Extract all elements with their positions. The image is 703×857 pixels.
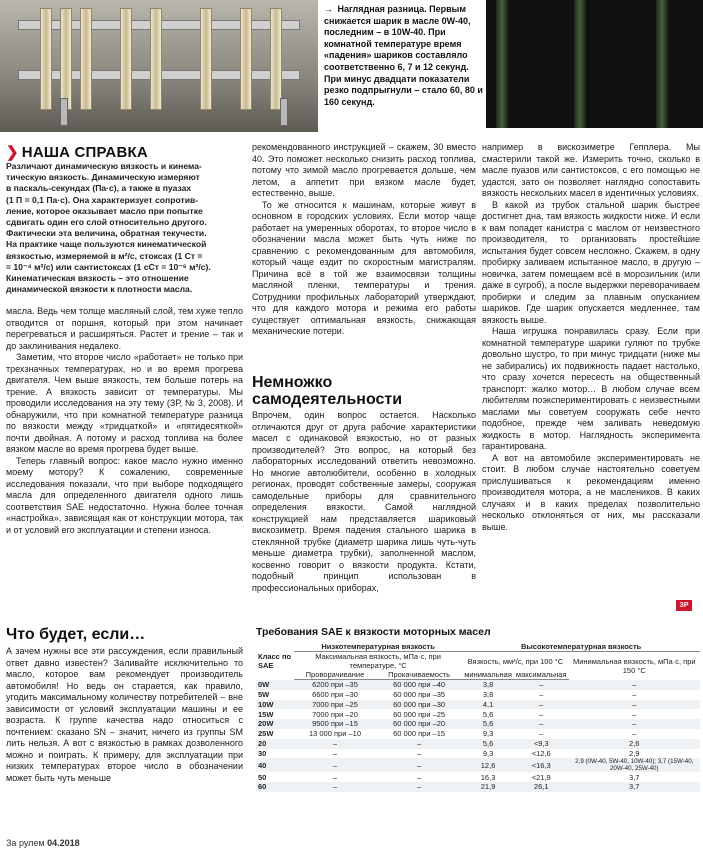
table-cell: – [632,709,637,719]
paragraph: Теперь главный вопрос: какое масло нужно именно моему мотору? К сожалению, современные исследования показали, что при выборе подходящего масла для определенного двигателя одного лишь соответствия SAE недостаточно. Нужна более точная «настройка», зависящая как от конструкции мотора, так и от условий его эксплуатации и степени износа. [6,455,243,535]
column-header: Прокачиваемость [376,670,462,680]
table-row [256,772,700,782]
sae-class-cell: 15W [258,709,274,719]
table-cell: 3,7 [629,772,640,782]
table-cell: 60 000 при –40 [376,680,462,690]
table-cell: – [569,680,700,690]
column-header: Проворачивание [294,670,376,680]
table-title: Требования SAE к вязкости моторных масел [256,626,491,638]
table-cell: – [376,782,462,792]
table-cell: 6200 при –35 [294,680,376,690]
table-cell: – [294,782,376,792]
table-cell: 5,6 [462,739,514,749]
paragraph: масла. Ведь чем толще масляный слой, тем хуже тепло отводится от поршня, который при этом начинает перегреваться и расширяться. Растет и трение – так и до заклинивания недалеко. [6,306,243,351]
table-row [256,739,700,749]
table-cell: 16,3 [480,772,496,782]
table-row [256,749,700,759]
column-header: Вязкость, мм²/с, при 100 °С [467,656,564,666]
sidebar-line: (1 П = 0,1 Па·с). Она характеризует сопротив- [6,194,199,205]
table-cell: 60 000 при –30 [376,700,462,710]
sidebar-line: в паскаль-секундах (Па·с), а также в пуазах [6,183,192,194]
issue-number: 04.2018 [47,838,80,848]
sae-class-cell: 60 [256,782,294,792]
table-cell: – [417,772,422,782]
sae-class-cell: 5W [258,689,270,699]
table-cell: 9500 при –15 [294,719,376,729]
column-2 [252,142,476,338]
table-cell: 2,9 [629,748,640,758]
column-2-continued [252,410,476,594]
column-1 [6,306,243,536]
table-row [256,782,700,792]
table-cell: 7000 при –20 [312,709,358,719]
table-cell: – [332,748,338,758]
column-header: минимальная [464,670,512,679]
table-row [256,729,700,739]
sae-class-cell: 20W [256,719,294,729]
column-3 [482,142,700,533]
sidebar-line: динамической вязкости к плотности масла. [6,284,193,295]
table-row [256,680,700,690]
page-footer [6,838,80,848]
paragraph: например в вискозиметре Гепплера. Мы смастерили такой же. Измерить точно, сколько в масле пуазов или сантистоксов, с его помощью не удастся, зато он позволяет наглядно сопоставить вязкость нескольких масел в идентичных условиях. [482,142,700,198]
paragraph: То же относится к машинам, которые живут в основном в городских условиях. Если мотор чаще работает на умеренных оборотах, то второе число в обозначении масла может быть чуть ниже по сравнению с рекомендованным для автомобиля, который чаще ездит по скоростным магистралям. Причина всё в той же взаимосвязи толщины масляной пленки, температуры и трения. Сотрудники профильных лабораторий утверждают, что для каждого мотора и режима его работы существует оптимальная вязкость, снижающая механические потери. [252,199,476,336]
table-cell: 2,6 [569,739,700,749]
magazine-name: За рулем [6,838,45,848]
column-header: максимальная [515,670,567,679]
end-badge: ЗР [676,600,692,611]
sidebar-line: ление, которое оказывает масло при попытке [6,205,203,216]
table-cell: – [294,758,376,772]
table-cell: 13 000 при –10 [308,729,361,739]
sidebar-line: сдвигать один его слой относительно другого. [6,217,207,228]
table-cell: – [539,729,544,739]
table-cell: 9,3 [482,729,494,739]
sae-class-cell: 10W [256,700,294,710]
table-row [256,700,700,710]
viscometer-photo [0,0,318,132]
table-row [256,719,700,729]
column-header: Минимальная вязкость, мПа·с, при 150 °С [572,656,696,675]
table-row [256,758,700,772]
table-cell: – [632,729,637,739]
table-cell: – [417,748,422,758]
table-cell: – [569,700,700,710]
sae-class-cell: 0W [256,680,294,690]
table-cell: 2,9 (0W-40, 5W-40, 10W-40); 3,7 (15W-40, 20W-40, 25W-40) [569,758,700,772]
photo-caption [324,4,484,108]
sae-class-cell: 50 [258,772,267,782]
paragraph: В какой из трубок стальной шарик быстрее достигнет дна, там вязкость жидкости ниже. И если к вам попадет канистра с маслом от неизвестного производителя, то организовать простейшие испытания будет совсем несложно. Скажем, в одну пробирку заливаем испытанное масло, в другую – новичка, затем помещаем всё в морозильник (или даже в сугроб), а после выдержки переворачиваем пробирки и следим за плавным опусканием шариков. Где шарик опускается медленнее, там вязкость выше. [482,199,700,325]
table-cell: 9,3 [482,748,494,758]
sidebar-line: вязкостью, измеряемой в м²/с, стоксах (1 Ст = [6,250,203,261]
table-cell: – [514,719,569,729]
table-cell: 5,6 [462,719,514,729]
chevron-right-icon: ❯ [6,144,19,161]
table-cell: <12,6 [531,748,551,758]
table-cell: 7000 при –25 [294,700,376,710]
sidebar-line: = 10⁻⁴ м²/с) или сантистоксах (1 сСт = 10⁻⁶ м²/с). [6,261,211,272]
table-cell: 21,9 [462,782,514,792]
column-1-continued [6,646,243,784]
table-cell: – [569,719,700,729]
column-group-header: Низкотемпературная вязкость [294,642,462,652]
table-cell: 60 000 при –20 [376,719,462,729]
sidebar-line: тическую вязкость. Динамическую измеряют [6,172,200,183]
paragraph: А зачем нужны все эти рассуждения, если правильный ответ давно известен? Заливайте исключительно то масло, которое вам рекомендует производитель автомобиля! Но ведь он старается, как правило, угодить максимальному количеству потребителей – вне зависимости от условий эксплуатации машины и ее возраста. К группе качества надо относиться с почтением: сказано SN – значит, ничего из группы SM лить нельзя. А вот с вязкостью в рамках дозволенного можно и поиграть. К примеру, для эксплуатации при низких температурах второе число в обозначении может быть чуть меньше [6,646,243,783]
paragraph: Впрочем, один вопрос остается. Насколько отличаются друг от друга рабочие характеристики масел с одинаковой вязкостью, но от разных производителей? Это вопрос, на который без лабораторных исследований ответить невозможно. Но многие автолюбители, особенно в холодных регионах, проводят собственные замеры, сооружая самодельные приборы для сравнительного определения вязкости. Самой наглядной конструкцией нам представляется шариковый вискозиметр. Время падения стального шарика в стеклянной трубке (диаметр шарика лишь чуть-чуть меньше диаметра трубки), заполненной маслом, косвенно говорит о вязкости продукта. Кстати, подобный принцип использован в профессиональных приборах, [252,410,476,593]
tubes-photo [486,0,703,128]
paragraph: Наша игрушка понравилась сразу. Если при комнатной температуре шарики гуляют по трубке довольно шустро, то при минус тридцати (ниже мы не забирались) их подвижность падает настолько, что сразу хочется пересесть на общественный транспорт: жалко мотор… В любом случае всем любителям поэкспериментировать с неизвестными маслами мы советуем сооружать себе нечто подобное, прежде чем заливать неведомую жидкость в мотор. Наглядность эксперимента гарантирована. [482,326,700,451]
table-cell: – [294,739,376,749]
sidebar-text [6,161,243,295]
table-cell: – [539,709,544,719]
table-cell: – [632,689,637,699]
arrow-icon: → [324,4,333,14]
sae-class-cell: 30 [258,748,267,758]
table-cell: 12,6 [462,758,514,772]
sae-viscosity-table [256,642,700,792]
sae-class-cell: 40 [256,758,294,772]
table-row [256,709,700,719]
paragraph: А вот на автомобиле экспериментировать не стоит. В любом случае настоятельно советуем прислушиваться к рекомендациям именно производителя мотора, а не маслеников. В каких случаях и в каких пределах позволительно несколько отклоняться от них, мы рассказали выше. [482,452,700,532]
heading-what-if: Что будет, если… [6,626,146,643]
sidebar-line: Фактически эта величина, обратная текучести. [6,228,207,239]
caption-text: Наглядная разница. Первым снижается шарик в масле 0W-40, последним – в 10W-40. При комнатной температуре время «падения» шариков составляло соответственно 6, 7 и 12 секунд. При минус двадцати показатели резко подпрыгнули – стало 60, 80 и 160 секунд. [324,4,483,107]
table-cell: 60 000 при –25 [393,709,446,719]
column-header: Класс по SAE [258,651,292,670]
table-cell: <16,3 [514,758,569,772]
table-cell: – [514,700,569,710]
table-cell: – [539,689,544,699]
table-cell: 3,8 [462,680,514,690]
table-row [256,690,700,700]
column-header: Максимальная вязкость, мПа·с, при температуре, °С [315,652,441,670]
table-cell: <9,3 [514,739,569,749]
column-group-header: Высокотемпературная вязкость [462,642,700,652]
table-cell: 4,1 [462,700,514,710]
paragraph: рекомендованного инструкцией – скажем, 30 вместо 40. Это поможет несколько снизить расход топлива, потому что зимой масло прогревается дольше, чем летом, а аппетит при вязком масле будет, естественно, выше. [252,142,476,198]
table-cell: – [332,772,338,782]
paragraph: Заметим, что второе число «работает» не только при трехзначных температурах, но и во время прогрева двигателя. Чем выше вязкость, тем больше потерь на трение. А вязкость зависит от температуры. Мы проводили исследования на эту тему (ЗР, № 3, 2008). И обнаружили, что при комнатной температуре разница по вязкости между «тридцаткой» и «пятидесяткой» почти двойная. А потому и расход топлива на более вязком масле во время прогрева будет выше. [6,352,243,454]
table-cell: 3,7 [569,782,700,792]
table-cell: – [376,739,462,749]
sae-class-cell: 20 [256,739,294,749]
table-cell: 60 000 при –35 [393,689,446,699]
table-cell: 26,1 [514,782,569,792]
table-cell: <21,9 [531,772,551,782]
table-cell: – [514,680,569,690]
sidebar-line: На практике чаще пользуются кинематической [6,239,207,250]
sae-class-cell: 25W [258,729,274,739]
table-cell: 6600 при –30 [312,689,358,699]
heading-diy: Немножко самодеятельности [252,374,403,408]
sidebar-line: Различают динамическую вязкость и кинема- [6,161,202,171]
sidebar-line: Кинематическая вязкость – это отношение [6,273,189,284]
table-cell: – [376,758,462,772]
table-cell: 3,8 [482,689,494,699]
table-cell: 60 000 при –15 [393,729,446,739]
sidebar-title: ❯ НАША СПРАВКА [6,144,148,161]
table-cell: 5,6 [482,709,494,719]
